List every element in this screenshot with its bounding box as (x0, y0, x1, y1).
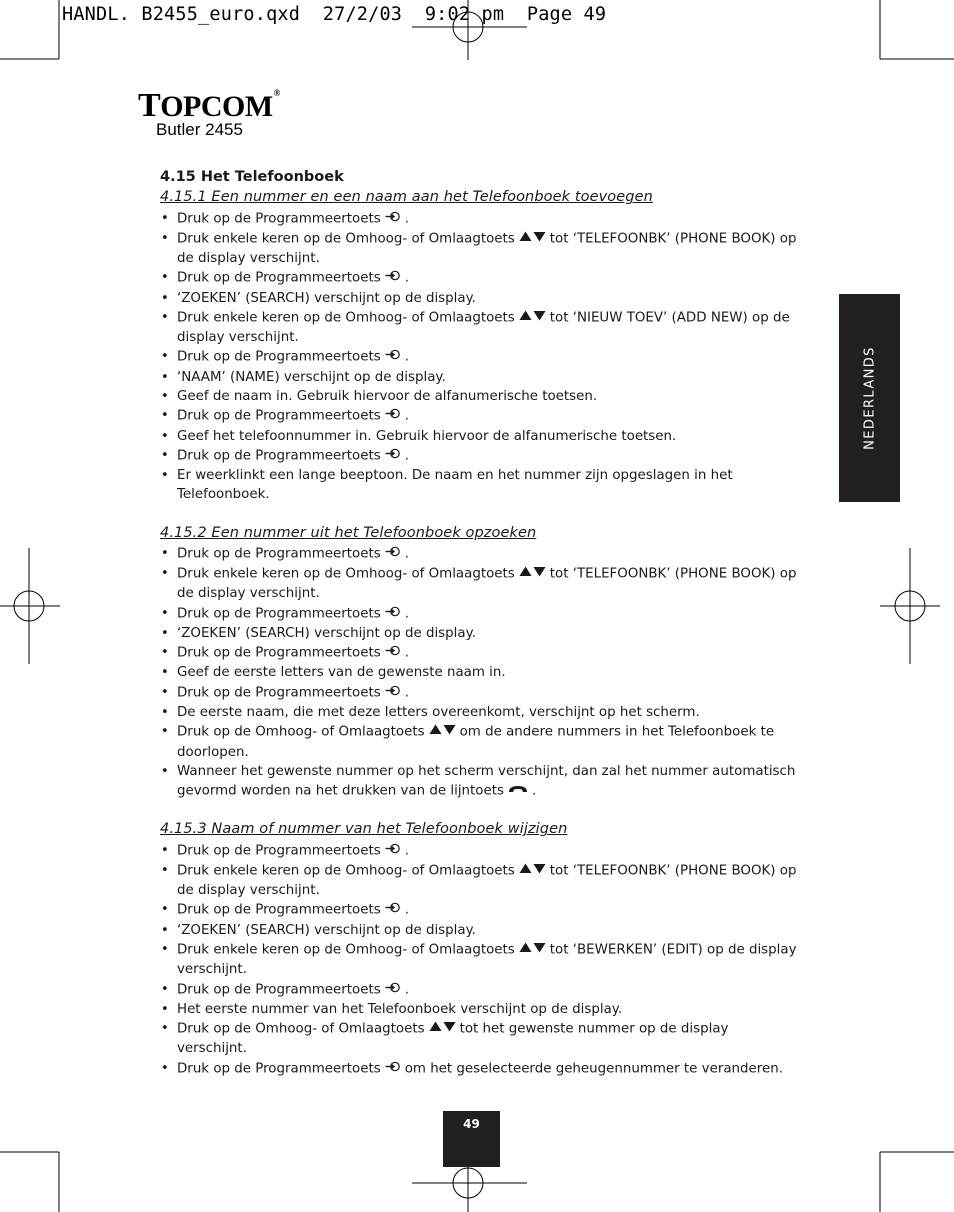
instruction-text: Geef het telefoonnummer in. Gebruik hiervoor de alfanumerische toetsen. (177, 428, 677, 444)
instruction-text: Druk op de Programmeertoets (177, 409, 381, 425)
list-item (160, 683, 800, 703)
up-down-arrow-icon (519, 861, 546, 880)
instruction-text: Druk op de Programmeertoets (177, 271, 381, 287)
instruction-text: tot ‘NIEUW TOEV’ (ADD NEW) op de display verschijnt. (177, 310, 790, 346)
list-item (160, 466, 800, 505)
instruction-text: Druk op de Programmeertoets (177, 211, 381, 227)
language-tab-label: NEDERLANDS (862, 346, 877, 450)
list-item (160, 861, 800, 901)
program-key-icon (385, 446, 401, 465)
up-down-arrow-icon (519, 940, 546, 959)
instruction-text: Druk op de Programmeertoets (177, 448, 381, 464)
language-tab (839, 294, 900, 502)
list-item (160, 308, 800, 348)
instruction-text: om het geselecteerde geheugennummer te veranderen. (404, 1061, 783, 1077)
list-item (160, 406, 800, 426)
list-item (160, 921, 800, 940)
program-key-icon (385, 406, 401, 425)
instruction-text: Wanneer het gewenste nummer op het scherm verschijnt, dan zal het nummer automatisch gevormd worden na het drukken van de lijntoets (177, 763, 796, 800)
program-key-icon (385, 900, 401, 919)
list-item (160, 624, 800, 643)
program-key-icon (385, 604, 401, 623)
instruction-text: om de andere nummers in het Telefoonboek te doorlopen. (177, 725, 775, 760)
instruction-text: Het eerste nummer van het Telefoonboek verschijnt op de display. (177, 1001, 623, 1017)
section-title: 4.15.2 Een nummer uit het Telefoonboek opzoeken (160, 524, 537, 541)
instruction-text: Geef de eerste letters van de gewenste naam in. (177, 665, 506, 681)
instruction-text: Druk op de Programmeertoets (177, 546, 381, 562)
up-down-arrow-icon (519, 308, 546, 327)
program-key-icon (385, 1059, 401, 1078)
section-2 (160, 524, 800, 802)
instruction-text: tot ‘TELEFOONBK’ (PHONE BOOK) op de display verschijnt. (177, 231, 797, 267)
list-item (160, 604, 800, 624)
instruction-text: ‘ZOEKEN’ (SEARCH) verschijnt op de display. (177, 625, 476, 641)
line-key-phone-icon (508, 781, 528, 800)
section-3 (160, 820, 800, 1078)
instruction-text: Druk op de Programmeertoets (177, 1061, 381, 1077)
manual-content (160, 168, 800, 1098)
instruction-text: Druk op de Omhoog- of Omlaagtoets (177, 725, 425, 741)
list-item (160, 722, 800, 762)
instruction-text: tot ‘TELEFOONBK’ (PHONE BOOK) op de display verschijnt. (177, 567, 797, 602)
instruction-text: tot ‘BEWERKEN’ (EDIT) op de display verschijnt. (177, 942, 797, 978)
page-number: 49 (443, 1111, 500, 1167)
instruction-text: Druk enkele keren op de Omhoog- of Omlaagtoets (177, 863, 515, 879)
program-key-icon (385, 544, 401, 563)
list-item (160, 900, 800, 920)
up-down-arrow-icon (429, 1019, 456, 1038)
instruction-list (160, 841, 800, 1079)
instruction-text: . (404, 350, 409, 366)
list-item (160, 289, 800, 308)
instruction-text: Druk op de Programmeertoets (177, 903, 381, 919)
list-item (160, 663, 800, 682)
instruction-text: Er weerklinkt een lange beeptoon. De naam en het nummer zijn opgeslagen in het Telefoonboek. (177, 468, 733, 503)
instruction-text: . (404, 271, 409, 287)
list-item (160, 980, 800, 1000)
instruction-text: . (404, 448, 409, 464)
list-item (160, 762, 800, 802)
instruction-text: . (531, 784, 537, 800)
list-item (160, 544, 800, 564)
instruction-text: . (404, 211, 409, 227)
program-key-icon (385, 980, 401, 999)
list-item (160, 564, 800, 604)
instruction-text: . (404, 982, 409, 998)
program-key-icon (385, 841, 401, 860)
up-down-arrow-icon (519, 229, 546, 248)
section-list (160, 188, 800, 1078)
list-item (160, 1019, 800, 1059)
list-item (160, 368, 800, 387)
instruction-text: Druk enkele keren op de Omhoog- of Omlaagtoets (177, 942, 515, 958)
list-item (160, 347, 800, 367)
instruction-text: . (404, 646, 409, 662)
up-down-arrow-icon (519, 564, 546, 583)
list-item (160, 229, 800, 269)
instruction-text: Druk op de Programmeertoets (177, 685, 381, 701)
list-item (160, 1000, 800, 1019)
instruction-text: ‘NAAM’ (NAME) verschijnt op de display. (177, 369, 446, 385)
list-item (160, 841, 800, 861)
instruction-text: . (404, 546, 409, 562)
instruction-text: Geef de naam in. Gebruik hiervoor de alfanumerische toetsen. (177, 388, 598, 404)
instruction-text: tot het gewenste nummer op de display verschijnt. (177, 1021, 729, 1057)
list-item (160, 209, 800, 229)
instruction-text: Druk op de Programmeertoets (177, 646, 381, 662)
instruction-text: Druk op de Omhoog- of Omlaagtoets (177, 1021, 425, 1037)
section-title: 4.15.3 Naam of nummer van het Telefoonboek wijzigen (160, 821, 568, 838)
program-key-icon (385, 643, 401, 662)
model-name: Butler 2455 (156, 120, 243, 139)
instruction-text: ‘ZOEKEN’ (SEARCH) verschijnt op de display. (177, 922, 476, 938)
instruction-list (160, 209, 800, 505)
instruction-text: Druk enkele keren op de Omhoog- of Omlaagtoets (177, 567, 515, 583)
instruction-text: . (404, 409, 409, 425)
instruction-text: ‘ZOEKEN’ (SEARCH) verschijnt op de display. (177, 290, 476, 306)
instruction-text: Druk op de Programmeertoets (177, 843, 381, 859)
list-item (160, 1059, 800, 1079)
list-item (160, 643, 800, 663)
print-slug: HANDL. B2455_euro.qxd 27/2/03 9:02 pm Page 49 (62, 4, 607, 25)
instruction-text: . (404, 606, 409, 622)
instruction-text: De eerste naam, die met deze letters overeenkomt, verschijnt op het scherm. (177, 705, 700, 720)
list-item (160, 427, 800, 446)
program-key-icon (385, 347, 401, 366)
up-down-arrow-icon (429, 722, 456, 741)
topcom-logo: TOPCOM® (138, 87, 280, 124)
section-title: 4.15.1 Een nummer en een naam aan het Telefoonboek toevoegen (160, 189, 653, 206)
instruction-text: Druk enkele keren op de Omhoog- of Omlaagtoets (177, 310, 515, 326)
list-item (160, 940, 800, 980)
section-1 (160, 188, 800, 504)
instruction-text: Druk op de Programmeertoets (177, 350, 381, 366)
program-key-icon (385, 683, 401, 702)
instruction-text: . (404, 843, 409, 859)
instruction-text: . (404, 903, 409, 919)
list-item (160, 268, 800, 288)
list-item (160, 387, 800, 406)
instruction-text: Druk op de Programmeertoets (177, 606, 381, 622)
chapter-heading: 4.15 Het Telefoonboek (160, 169, 344, 185)
instruction-text: . (404, 685, 409, 701)
instruction-list (160, 544, 800, 801)
program-key-icon (385, 209, 401, 228)
instruction-text: Druk enkele keren op de Omhoog- of Omlaagtoets (177, 231, 515, 247)
instruction-text: tot ‘TELEFOONBK’ (PHONE BOOK) op de display verschijnt. (177, 863, 797, 899)
list-item (160, 446, 800, 466)
program-key-icon (385, 268, 401, 287)
instruction-text: Druk op de Programmeertoets (177, 982, 381, 998)
list-item (160, 703, 800, 722)
